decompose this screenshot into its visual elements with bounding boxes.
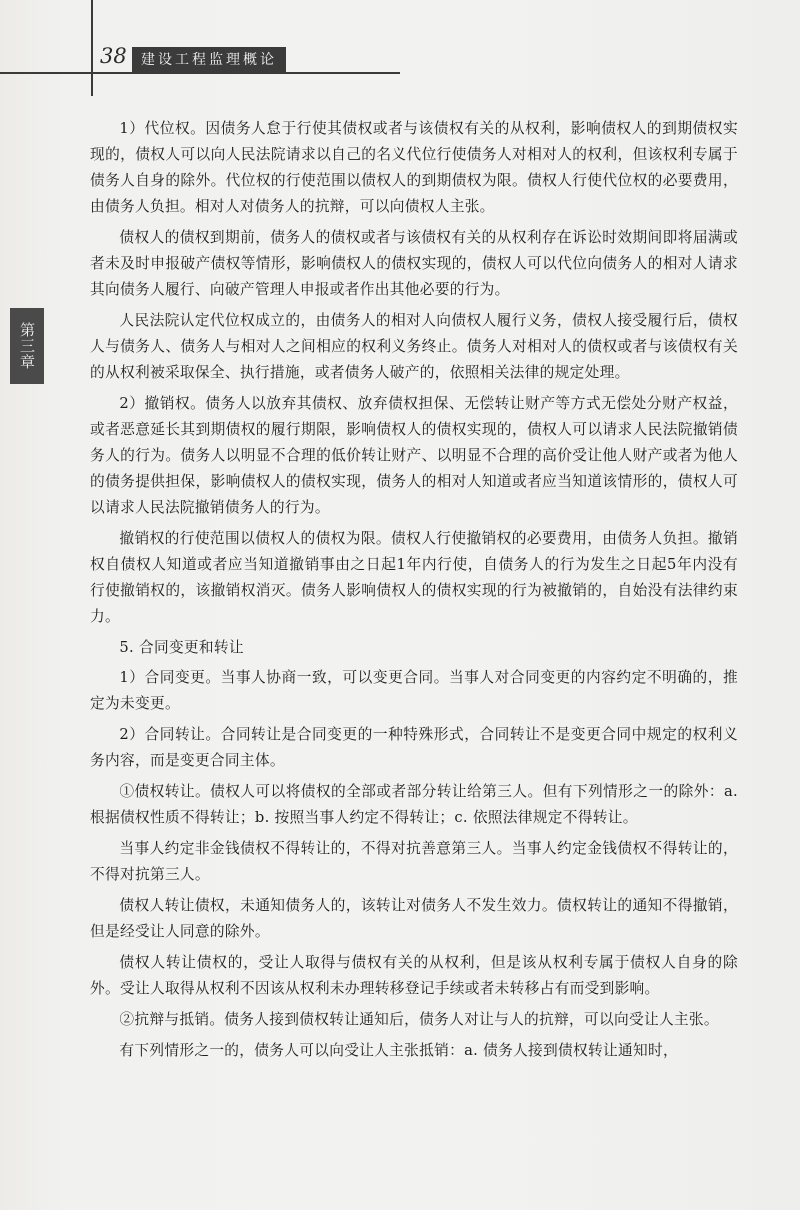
- section-heading: 5. 合同变更和转让: [119, 639, 244, 656]
- paragraph-revocation: 2）撤销权。债务人以放弃其债权、放弃债权担保、无偿转让财产等方式无偿处分财产权益，或者恶意延长其到期债权的履行期限，影响债权人的债权实现的，债权人可以请求人民法院撤销债务人的行为。债务人以明显不合理的低价转让财产、以明显不合理的高价受让他人财产或者为他人的债务提供担保，影响债权人的债权实现，债务人的相对人知道或者应当知道该情形的，债权人可以请求人民法院撤销债务人的行为。: [90, 395, 738, 516]
- paragraph-contract-transfer: 2）合同转让。合同转让是合同变更的一种特殊形式，合同转让不是变更合同中规定的权利义务内容，而是变更合同主体。: [90, 726, 738, 769]
- paragraph-contract-change: 1）合同变更。当事人协商一致，可以变更合同。当事人对合同变更的内容约定不明确的，推定为未变更。: [90, 669, 738, 712]
- paragraph-transfer-notice: 债权人转让债权，未通知债务人的，该转让对债务人不发生效力。债权转让的通知不得撤销，但是经受让人同意的除外。: [90, 897, 738, 940]
- paragraph-credit-transfer: ①债权转让。债权人可以将债权的全部或者部分转让给第三人。但有下列情形之一的除外：a. 根据债权性质不得转让；b. 按照当事人约定不得转让；c. 依照法律规定不得转让。: [90, 783, 738, 826]
- paragraph-subrogation: 1）代位权。因债务人怠于行使其债权或者与该债权有关的从权利，影响债权人的到期债权实现的，债权人可以向人民法院请求以自己的名义代位行使债务人对相对人的权利，但该权利专属于债务人自身的除外。代位权的行使范围以债权人的到期债权为限。债权人行使代位权的必要费用，由债务人负担。相对人对债务人的抗辩，可以向债权人主张。: [90, 120, 738, 215]
- paragraph-subrogation-before-due: 债权人的债权到期前，债务人的债权或者与该债权有关的从权利存在诉讼时效期间即将届满或者未及时申报破产债权等情形，影响债权人的债权实现的，债权人可以代位向债务人的相对人请求其向债务人履行、向破产管理人申报或者作出其他必要的行为。: [90, 229, 738, 298]
- paragraph-defense-offset: ②抗辩与抵销。债务人接到债权转让通知后，债务人对让与人的抗辩，可以向受让人主张。: [119, 1011, 719, 1028]
- paragraph-non-monetary-credit: 当事人约定非金钱债权不得转让的，不得对抗善意第三人。当事人约定金钱债权不得转让的，不得对抗第三人。: [90, 840, 738, 883]
- paragraph-revocation-scope: 撤销权的行使范围以债权人的债权为限。债权人行使撤销权的必要费用，由债务人负担。撤销权自债权人知道或者应当知道撤销事由之日起1年内行使，自债务人的行为发生之日起5年内没有行使撤销权的，该撤销权消灭。债务人影响债权人的债权实现的行为被撤销的，自始没有法律约束力。: [90, 530, 738, 625]
- page-number: 38: [100, 44, 127, 68]
- paragraph-accessory-rights: 债权人转让债权的，受让人取得与债权有关的从权利，但是该从权利专属于债权人自身的除外。受让人取得从权利不因该从权利未办理转移登记手续或者未转移占有而受到影响。: [90, 954, 738, 997]
- paragraph-offset-cases: 有下列情形之一的，债务人可以向受让人主张抵销：a. 债务人接到债权转让通知时，: [119, 1042, 678, 1059]
- book-title: 建设工程监理概论: [132, 47, 286, 73]
- header-vertical-rule: [91, 0, 93, 96]
- chapter-tab: 第三章: [10, 308, 44, 384]
- body-text: [90, 116, 738, 1069]
- paragraph-subrogation-effect: 人民法院认定代位权成立的，由债务人的相对人向债权人履行义务，债权人接受履行后，债权人与债务人、债务人与相对人之间相应的权利义务终止。债务人对相对人的债权或者与该债权有关的从权利被采取保全、执行措施，或者债务人破产的，依照相关法律的规定处理。: [90, 312, 738, 381]
